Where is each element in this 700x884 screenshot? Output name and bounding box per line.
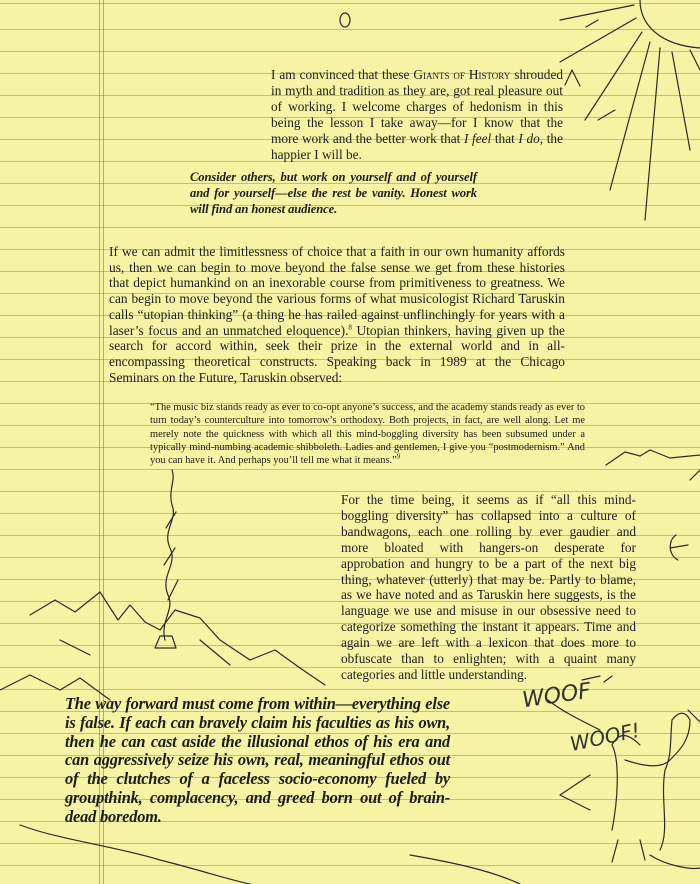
intro-text: shrouded in myth and tradition as they are, got real pleasure out of working. I welcome charges of hedonism in this being the lesson I take away—for I know that the more work and the better work that xyxy=(271,67,564,146)
intro-text: I am convinced that these xyxy=(271,67,414,82)
dog-bark-text: WOOF! xyxy=(567,717,642,757)
body-paragraph-2: For the time being, it seems as if “all this mind-boggling diversity” has collapsed into a culture of bandwagons, each one rolling by ever gaudier and more bloated with hangers-on desperate for approbation and hungry to be a part of the next big thing, whatever (utterly) that may be. Partly to blame, as we have noted and as Taruskin here suggests, is the language we use and misuse in our obsessive need to categorize something the instant it appears. Time and again we are left with a lexicon that does more to obfuscate than to enlighten; with a quaint many categories and little understanding. xyxy=(341,492,636,682)
pull-quote-2: The way forward must come from within—everything else is false. If each can bravely claim his faculties as his own, then he can cast aside the illusional ethos of his era and can aggressively seize his own, real, meaningful ethos out of the clutches of a faceless socio-economy fueled by groupthink, complacency, and greed born out of brain-dead boredom. xyxy=(65,694,450,826)
sun-drawing xyxy=(560,0,700,220)
footnote-marker: 9 xyxy=(396,452,401,461)
intro-text: that xyxy=(491,131,519,146)
block-quote xyxy=(150,401,585,467)
dog-bark-text: WOOF xyxy=(520,678,593,714)
page-number-mark xyxy=(340,13,350,27)
intro-text: , the happier I will be. xyxy=(271,131,563,162)
body-paragraph xyxy=(109,244,565,385)
giants-of-history: Giants of History xyxy=(413,67,511,82)
pull-quote-1: Consider others, but work on yourself and of yourself and for yourself—else the rest be vanity. Honest work will find an honest audience. xyxy=(190,170,477,216)
block-quote-text: “The music biz stands ready as ever to co-opt anyone’s success, and the academy stands ready as ever to turn today’s counterculture into tomorrow’s orthodoxy. Both projects, in fact, are well along. Let me merely note the quickness with which all this mind-boggling diversity has been subsumed under a typically mind-numbing academic shibboleth. Ladies and gentlemen, I give you “postmodernism.” And you can have it. And perhaps you’ll tell me what it means.” xyxy=(150,402,585,467)
intro-paragraph xyxy=(271,67,563,163)
mountain-drawing xyxy=(0,592,325,700)
body-text: If we can admit the limitlessness of choice that a faith in our own humanity affords us, then we can begin to move beyond the false sense we get from these histories that depict humankind on an inexorable course from primitiveness to greatness. We can begin to move beyond the various forms of what musicologist Richard Taruskin calls “utopian thinking” (a thing he has railed against unflinchingly for years with a laser’s focus and an unmatched eloquence). xyxy=(109,244,565,338)
footnote-marker: 8 xyxy=(348,323,352,332)
emphasis-do: I do xyxy=(518,131,540,146)
emphasis-feel: I feel xyxy=(463,131,492,146)
body-text: Utopian thinkers, having given up the search for accord within, seek their prize in the external world and in all-encompassing theoretical constructs. Speaking back in 1989 at the Chicago Seminars on the Future, Taruskin observed: xyxy=(109,322,565,385)
